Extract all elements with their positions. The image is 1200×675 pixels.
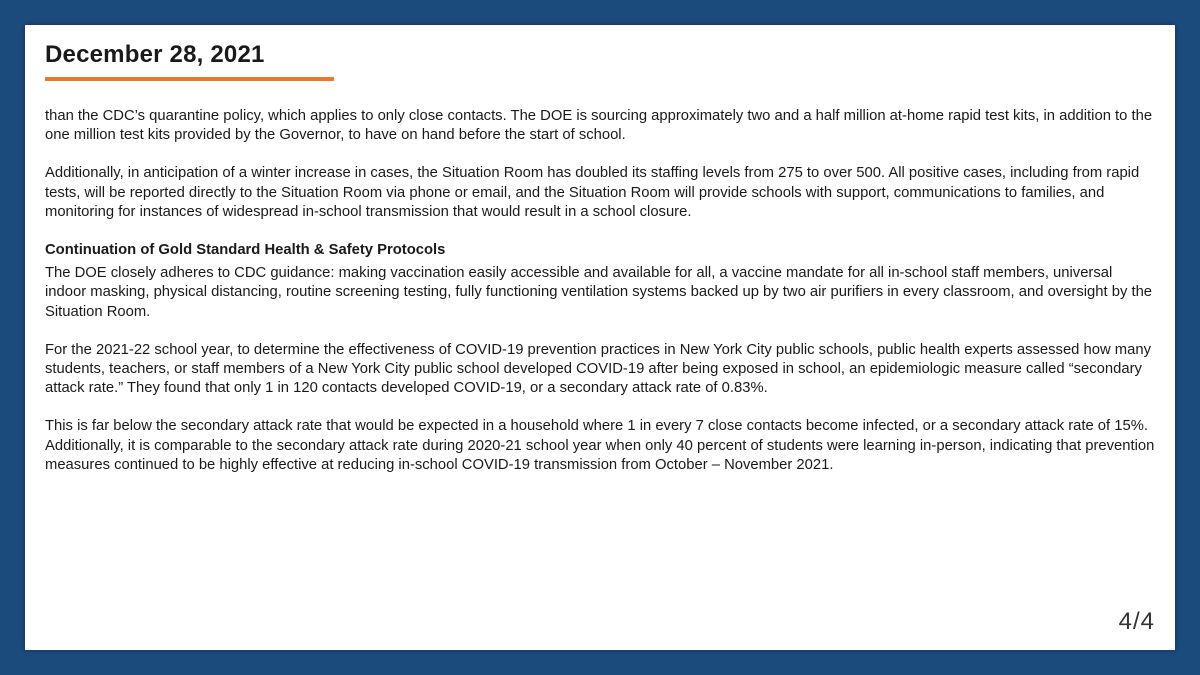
document-body <box>45 107 1157 475</box>
body-paragraph: Additionally, in anticipation of a winter increase in cases, the Situation Room has doubled its staffing levels from 275 to over 500. All positive cases, including from rapid tests, will be reported directly to the Situation Room via phone or email, and the Situation Room will provide schools with support, communications to families, and monitoring for instances of widespread in-school transmission that would result in a school closure. <box>45 165 1140 220</box>
page-title: December 28, 2021 <box>45 41 265 68</box>
document-card <box>25 25 1175 650</box>
body-paragraph: The DOE closely adheres to CDC guidance: making vaccination easily accessible and available for all, a vaccine mandate for all in-school staff members, universal indoor masking, physical distancing, routine screening testing, fully functioning ventilation systems backed up by two air purifiers in every classroom, and oversight by the Situation Room. <box>45 265 1153 320</box>
body-paragraph: than the CDC’s quarantine policy, which applies to only close contacts. The DOE is sourcing approximately two and a half million at-home rapid test kits, in addition to the one million test kits provided by the Governor, to have on hand before the start of school. <box>45 108 1153 144</box>
title-underline <box>45 77 334 81</box>
body-paragraph: For the 2021-22 school year, to determine the effectiveness of COVID-19 prevention practices in New York City public schools, public health experts assessed how many students, teachers, or staff members of a New York City public school developed COVID-19 after being exposed in school, an epidemiologic measure called “secondary attack rate.” They found that only 1 in 120 contacts developed COVID-19, or a secondary attack rate of 0.83%. <box>45 341 1151 397</box>
page-number: 4/4 <box>1118 608 1155 635</box>
body-paragraph: This is far below the secondary attack rate that would be expected in a household where 1 in every 7 close contacts become infected, or a secondary attack rate of 15%. Additionally, it is comparable to the secondary attack rate during 2020-21 school year when only 40 percent of students were learning in-person, indicating that prevention measures continued to be highly effective at reducing in-school COVID-19 transmission from October – November 2021. <box>45 418 1155 473</box>
section-heading: Continuation of Gold Standard Health & Safety Protocols <box>45 242 446 259</box>
